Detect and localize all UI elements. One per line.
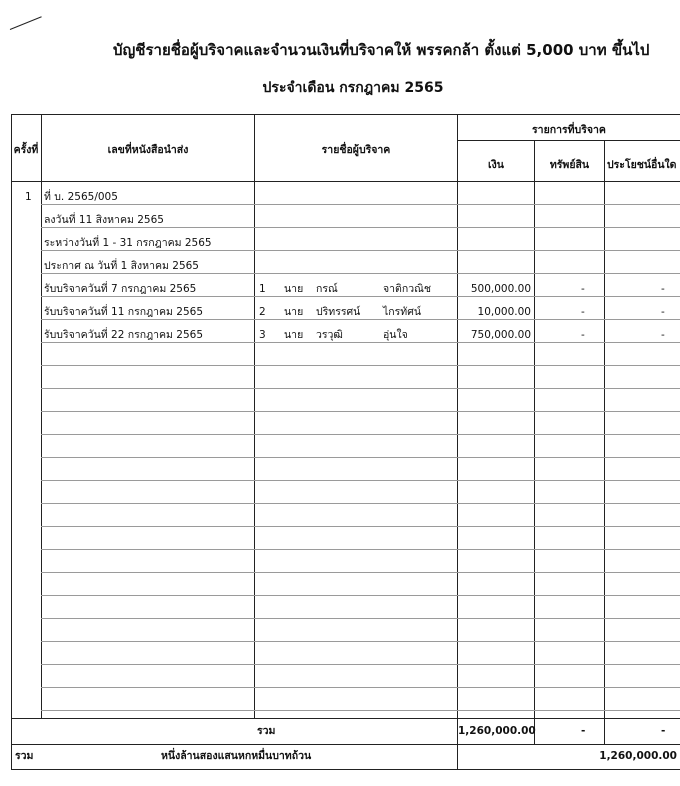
header-letter-no: เลขที่หนังสือนำส่ง [107, 144, 189, 156]
donation-other: - [661, 329, 665, 341]
row-line [41, 664, 680, 665]
row-line [41, 687, 680, 688]
donation-other: - [661, 283, 665, 295]
row-line [41, 250, 680, 251]
row-line [41, 388, 680, 389]
row-line [41, 641, 680, 642]
donor-prefix: นาย [284, 283, 304, 295]
donation-assets: - [581, 306, 585, 318]
donation-table [11, 114, 680, 770]
header-bottom-border [11, 181, 680, 182]
document-subtitle: ประจำเดือน กรกฎาคม 2565 [262, 80, 444, 96]
grand-total-amount: 1,260,000.00 [599, 750, 677, 762]
row-line [41, 618, 680, 619]
donor-first-name: ปริทรรศน์ [316, 306, 361, 318]
donation-assets: - [581, 329, 585, 341]
donor-prefix: นาย [284, 329, 304, 341]
subtotal-label: รวม [257, 725, 276, 737]
header-other-benefits: ประโยชน์อื่นใด [607, 159, 677, 171]
header-assets: ทรัพย์สิน [549, 159, 590, 171]
table-top-border [11, 114, 680, 115]
row-line [41, 480, 680, 481]
header-split-line [457, 140, 680, 141]
col-border-left [11, 114, 12, 770]
pen-mark [10, 16, 42, 30]
row-line [41, 227, 680, 228]
subtotal-other: - [661, 725, 666, 737]
grand-total-label: รวม [15, 750, 34, 762]
donation-money: 10,000.00 [477, 306, 531, 318]
subtotal-bottom-border [11, 744, 680, 745]
donation-assets: - [581, 283, 585, 295]
row-line [41, 434, 680, 435]
subtotal-assets: - [581, 725, 586, 737]
letter-line: ระหว่างวันที่ 1 - 31 กรกฎาคม 2565 [44, 237, 212, 249]
col-border-names [457, 114, 458, 770]
col-border-assets [604, 140, 605, 744]
row-line [41, 572, 680, 573]
row-line [41, 503, 680, 504]
row-line [41, 549, 680, 550]
header-donor-names: รายชื่อผู้บริจาค [321, 144, 391, 156]
received-date: รับบริจาควันที่ 22 กรกฎาคม 2565 [44, 329, 204, 341]
subtotal-money: 1,260,000.00 [458, 725, 536, 737]
donation-other: - [661, 306, 665, 318]
header-money: เงิน [488, 159, 504, 171]
donation-money: 750,000.00 [470, 329, 531, 341]
col-border-money [534, 140, 535, 744]
table-bottom-border [11, 769, 680, 770]
row-line [41, 204, 680, 205]
row-line [41, 526, 680, 527]
row-line [41, 296, 680, 297]
donor-no: 3 [259, 329, 266, 341]
donor-no: 2 [259, 306, 266, 318]
letter-line: ประกาศ ณ วันที่ 1 สิงหาคม 2565 [44, 260, 199, 272]
round-number: 1 [25, 191, 32, 203]
subtotal-top-border [11, 718, 680, 719]
donation-money: 500,000.00 [470, 283, 531, 295]
donor-no: 1 [259, 283, 266, 295]
header-round: ครั้งที่ [13, 144, 39, 156]
row-line [41, 342, 680, 343]
received-date: รับบริจาควันที่ 11 กรกฎาคม 2565 [44, 306, 204, 318]
donor-prefix: นาย [284, 306, 304, 318]
row-line [41, 273, 680, 274]
grand-total-in-words: หนึ่งล้านสองแสนหกหมื่นบาทถ้วน [161, 750, 312, 762]
donor-last-name: อุ่นใจ [383, 329, 408, 341]
donor-last-name: จาติกวณิช [383, 283, 431, 295]
header-donation-items: รายการที่บริจาค [532, 124, 606, 136]
document-title: บัญชีรายชื่อผู้บริจาคและจำนวนเงินที่บริจาคให้ พรรคกล้า ตั้งแต่ 5,000 บาท ขึ้นไป [113, 41, 650, 59]
row-line [41, 457, 680, 458]
row-line [41, 411, 680, 412]
row-line [41, 319, 680, 320]
donor-last-name: ไกรทัศน์ [383, 306, 422, 318]
row-line [41, 365, 680, 366]
letter-line: ลงวันที่ 11 สิงหาคม 2565 [44, 214, 164, 226]
donor-first-name: วรวุฒิ [316, 329, 343, 341]
row-line [41, 710, 680, 711]
received-date: รับบริจาควันที่ 7 กรกฎาคม 2565 [44, 283, 197, 295]
donor-first-name: กรณ์ [316, 283, 338, 295]
letter-line: ที่ บ. 2565/005 [44, 191, 118, 203]
row-line [41, 595, 680, 596]
